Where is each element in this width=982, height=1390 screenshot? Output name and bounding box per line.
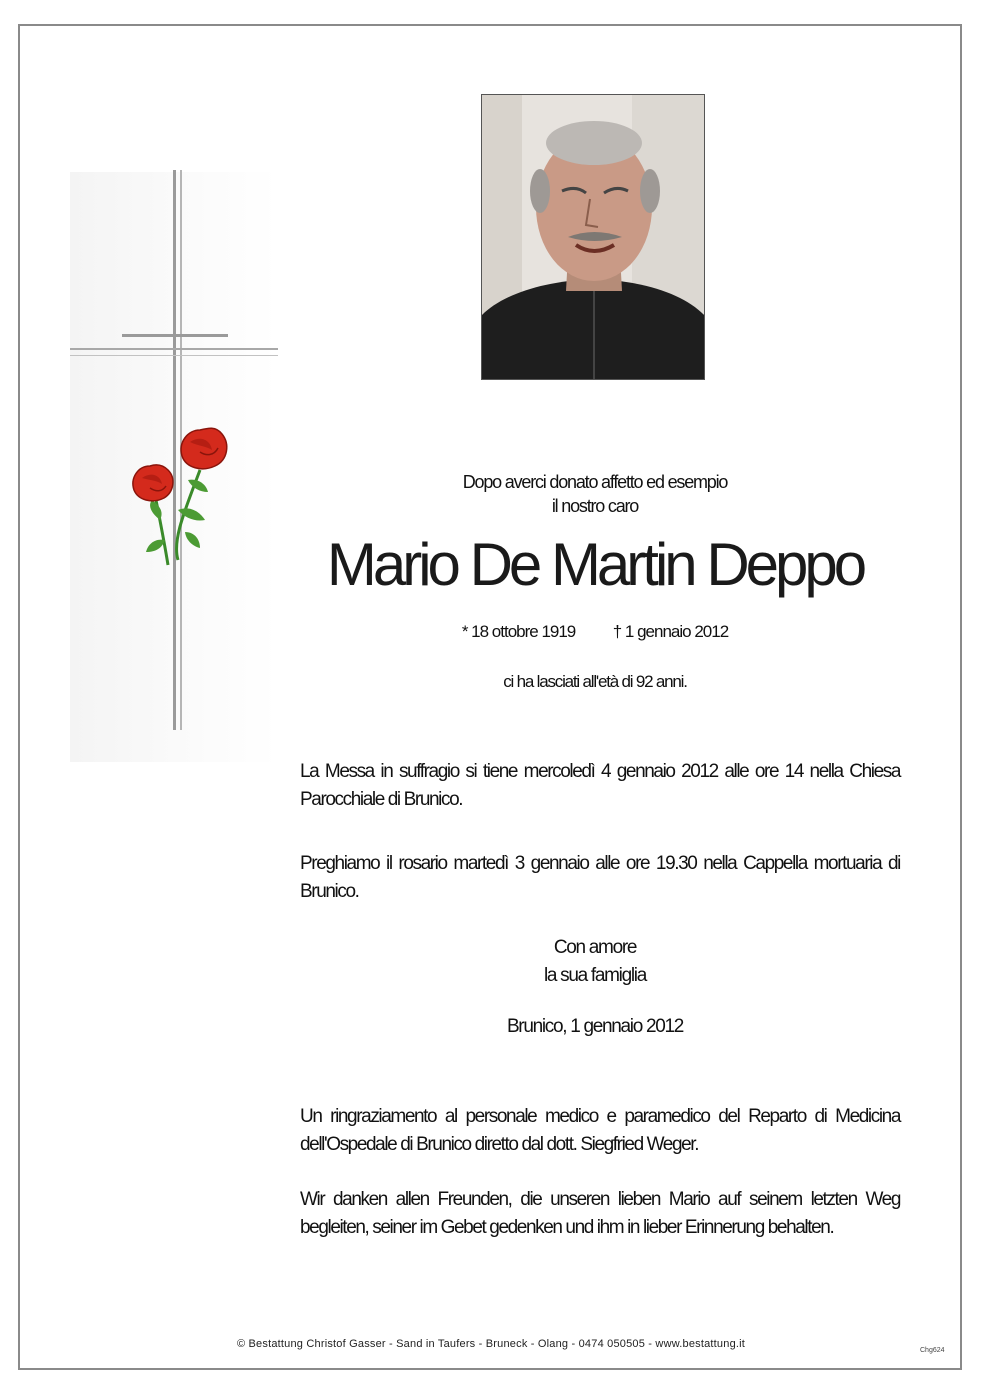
closing-line-2: la sua famiglia (544, 965, 646, 986)
mass-paragraph: La Messa in suffragio si tiene mercoledì 4 gennaio 2012 alle ore 14 nella Chiesa Parocchiale di Brunico. (300, 761, 900, 810)
thanks-italian: Un ringraziamento al personale medico e paramedico del Reparto di Medicina dell'Ospedale di Brunico diretto dal dott. Siegfried Weger. (300, 1106, 900, 1155)
closing (300, 934, 890, 990)
deceased-name: Mario De Martin Deppo (326, 531, 864, 598)
age-line: ci ha lasciati all'età di 92 anni. (503, 672, 687, 691)
intro-line-1: Dopo averci donato affetto ed esempio (462, 472, 728, 492)
rosary-paragraph: Preghiamo il rosario martedì 3 gennaio alle ore 19.30 nella Cappella mortuaria di Brunico. (300, 853, 900, 902)
rose-icon (133, 428, 227, 565)
template-code: Chg624 (920, 1347, 945, 1354)
birth-date: * 18 ottobre 1919 (461, 622, 576, 641)
place-date: Brunico, 1 gennaio 2012 (506, 1016, 684, 1037)
thanks-german: Wir danken allen Freunden, die unseren lieben Mario auf seinem letzten Weg begleiten, seiner im Gebet gedenken und ihm in lieber Erinnerung behalten. (300, 1189, 900, 1238)
intro-line-2: il nostro caro (551, 496, 639, 516)
death-date: † 1 gennaio 2012 (612, 622, 729, 641)
cross-icon (60, 160, 290, 740)
intro-text (300, 470, 890, 518)
closing-line-1: Con amore (553, 937, 637, 958)
life-dates (300, 622, 890, 642)
footer-credit: © Bestattung Christof Gasser - Sand in Taufers - Bruneck - Olang - 0474 050505 - www.bestattung.it (236, 1338, 746, 1350)
portrait-photo (481, 94, 705, 380)
